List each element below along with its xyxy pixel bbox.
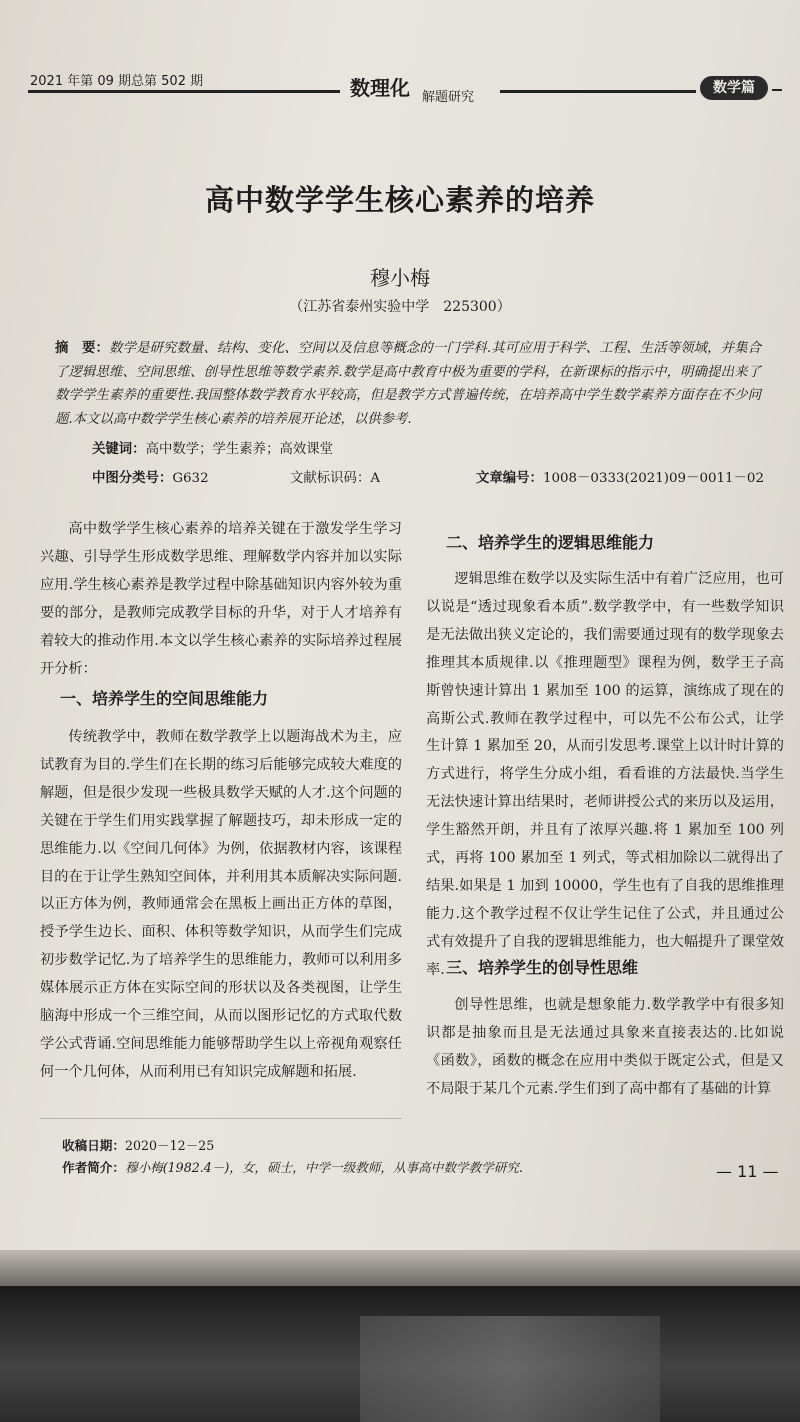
articleid-value: 1008－0333(2021)09－0011－02 [542, 471, 764, 486]
bio-value: 穆小梅(1982.4－)，女，硕士，中学一级教师，从事高中数学教学研究. [124, 1160, 523, 1175]
article-number [476, 467, 764, 486]
keywords-text: 高中数学；学生素养；高效课堂 [145, 442, 334, 457]
abstract-label: 摘 要： [55, 341, 109, 356]
section-1-heading: 一、培养学生的空间思维能力 [60, 689, 269, 708]
page-number: — 11 — [716, 1162, 779, 1181]
clc-number [92, 467, 209, 486]
bleed-through-text [540, 150, 780, 172]
abstract [55, 337, 761, 431]
section-3-heading: 三、培养学生的创导性思维 [446, 958, 639, 977]
journal-name: 数理化 [350, 76, 410, 100]
left-column-intro [40, 516, 402, 683]
right-column-section-3 [426, 992, 784, 1104]
received-date [62, 1135, 214, 1154]
footnote-rule [40, 1118, 402, 1119]
article-author: 穆小梅 [370, 266, 430, 290]
abstract-text: 数学是研究数量、结构、变化、空间以及信息等概念的一门学科.其可应用于科学、工程、生活等领域，并集合了逻辑思维、空间思维、创导性思维等数学素养.数学是高中教育中极为重要的学科，在新课标的指示中，明确提出来了数学学生素养的重要性.我国整体数学教育水平较高，但是教学方式普遍传统，在培养高中学生数学素养方面存在不少问题.本文以高中数学学生核心素养的培养展开论述，以供参考. [55, 341, 761, 427]
section-3-paragraph: 创导性思维，也就是想象能力.数学教学中有很多知识都是抽象而且是无法通过具象来直接表达的.比如说《函数》，函数的概念在应用中类似于既定公式，但是又不局限于某几个元素.学生们到了高中都有了基础的计算 [426, 997, 784, 1097]
keywords [92, 438, 333, 457]
author-bio [62, 1157, 523, 1176]
header-rule-right [500, 90, 696, 93]
journal-column: 解题研究 [422, 90, 475, 105]
page-edge-shadow [0, 1250, 800, 1286]
clc-value: G632 [172, 471, 209, 486]
section-2-paragraph: 逻辑思维在数学以及实际生活中有着广泛应用，也可以说是“透过现象看本质”.数学教学中，有一些数学知识是无法做出狭义定论的，我们需要通过现有的数学现象去推理其本质规律.以《推理题型》课程为例，数学王子高斯曾快速计算出 1 累加至 100 的运算，演练成了现在的高斯公式.教师在教学过程中，可以先不公布公式，让学生计算 1 累加至 20，从而引发思考.课堂上以计时计算的方式进行，将学生分成小组，看看谁的方法最快.当学生无法快速计算出结果时，老师讲授公式的来历以及运用，学生豁然开朗，并且有了浓厚兴趣.将 1 累加至 100 列式，再将 100 累加至 1 列式，等式相加除以二就得出了结果.如果是 1 加到 10000，学生也有了自我的思维推理能力.这个教学过程不仅让学生记住了公式，并且通过公式有效提升了自我的逻辑思维能力，也大幅提升了课堂效率. [426, 571, 784, 978]
bio-label: 作者简介： [62, 1160, 125, 1175]
document-code [290, 467, 380, 486]
intro-paragraph: 高中数学学生核心素养的培养关键在于激发学生学习兴趣、引导学生形成数学思维、理解数学内容并加以实际应用.学生核心素养是教学过程中除基础知识内容外较为重要的部分，是教师完成教学目标的升华，对于人才培养有着较大的推动作用.本文以学生核心素养的实际培养过程展开分析： [40, 521, 402, 677]
section-2-heading: 二、培养学生的逻辑思维能力 [446, 533, 655, 552]
header-rule-left [28, 90, 340, 93]
article-title: 高中数学学生核心素养的培养 [204, 183, 595, 217]
section-badge: 数学篇 [700, 76, 768, 100]
issue-label: 2021 年第 09 期总第 502 期 [30, 74, 204, 89]
keywords-label: 关键词： [92, 442, 146, 457]
author-affiliation: （江苏省泰州实验中学 225300） [289, 299, 511, 315]
background-surface [0, 1286, 800, 1422]
right-column-section-2 [426, 566, 784, 985]
clc-label: 中图分类号： [92, 471, 173, 486]
docid-value: A [370, 471, 381, 486]
header-dash [772, 89, 782, 91]
articleid-label: 文章编号： [476, 471, 543, 486]
section-1-paragraph: 传统教学中，教师在数学教学上以题海战术为主，应试教育为目的.学生们在长期的练习后能够完成较大难度的解题，但是很少发现一些极具数学天赋的人才.这个问题的关键在于学生们用实践掌握了解题技巧，却未形成一定的思维能力.以《空间几何体》为例，依据教材内容，该课程目的在于让学生熟知空间体，并利用其本质解决实际问题.以正方体为例，教师通常会在黑板上画出正方体的草图，授予学生边长、面积、体积等数学知识，从而学生们完成初步数学记忆.为了培养学生的思维能力，教师可以利用多媒体展示正方体在实际空间的形状以及各类视图，让学生脑海中形成一个三维空间，从而以图形记忆的方式取代数学公式背诵.空间思维能力能够帮助学生以上帝视角观察任何一个几何体，从而利用已有知识完成解题和拓展. [40, 729, 402, 1080]
received-value: 2020－12－25 [124, 1138, 215, 1153]
received-label: 收稿日期： [62, 1138, 125, 1153]
docid-label: 文献标识码： [290, 471, 371, 486]
left-column-section-1 [40, 724, 402, 1087]
